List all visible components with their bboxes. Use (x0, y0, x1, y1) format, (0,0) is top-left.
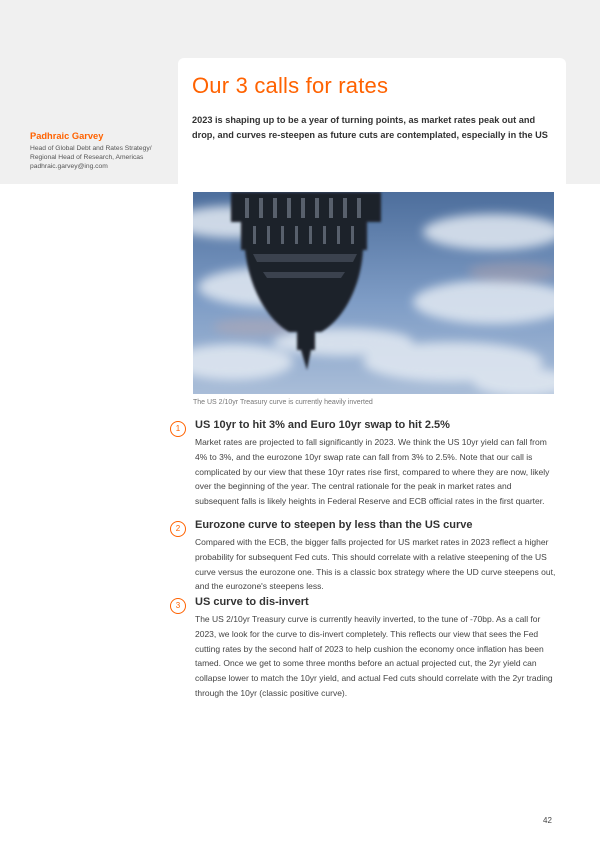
call-body: Compared with the ECB, the bigger falls projected for US market rates in 2023 reflect a higher probability for subsequent Fed cuts. This should correlate with a relative steepening of the US curve versus the eurozone one. This is a classic box strategy where the UD curve steepens out, and the eurozone's steepens less. (195, 537, 556, 592)
call-heading: US 10yr to hit 3% and Euro 10yr swap to hit 2.5% (195, 419, 450, 431)
capitol-reflection-image (193, 192, 554, 394)
author-block (30, 131, 170, 171)
call-body: The US 2/10yr Treasury curve is currently heavily inverted, to the tune of -70bp. As a call for 2023, we look for the curve to dis-invert completely. This reflects our view that sees the Fed cutting rates by the second half of 2023 to help cushion the economy once inflation has been tamed. Once we get to some three months before an actual projected cut, the 2yr yield can collapse lower to match the 10yr yield, and actual Fed cuts should correlate with the 2yr trading through the 10yr (classic positive curve). (195, 614, 553, 698)
capitol-reflection-illustration (193, 192, 554, 394)
call-heading: Eurozone curve to steepen by less than the US curve (195, 519, 473, 531)
call-number-badge: 3 (170, 598, 186, 614)
image-caption: The US 2/10yr Treasury curve is currently heavily inverted (193, 399, 373, 406)
call-number-badge: 1 (170, 421, 186, 437)
page-title: Our 3 calls for rates (192, 73, 389, 98)
author-name: Padhraic Garvey (30, 131, 104, 141)
author-role-line2: Regional Head of Research, Americas (30, 154, 144, 161)
author-role-line1: Head of Global Debt and Rates Strategy/ (30, 145, 152, 152)
call-number-badge: 2 (170, 521, 186, 537)
call-body: Market rates are projected to fall significantly in 2023. We think the US 10yr yield can fall from 4% to 3%, and the eurozone 10yr swap rate can fall from 3% to 2.5%. Note that our call is complicated by our view that these 10yr rates rise first, compared to where they are now, likely over the beginning of the year. The central rationale for the peak in market rates and subsequent falls is likely heights in Federal Reserve and ECB official rates in the first quarter. (195, 437, 550, 507)
page-number: 42 (543, 816, 552, 825)
intro-text: 2023 is shaping up to be a year of turning points, as market rates peak out and drop, and curves re-steepen as future cuts are contemplated, especially in the US (192, 115, 548, 140)
author-email[interactable]: padhraic.garvey@ing.com (30, 163, 108, 170)
call-heading: US curve to dis-invert (195, 596, 309, 608)
